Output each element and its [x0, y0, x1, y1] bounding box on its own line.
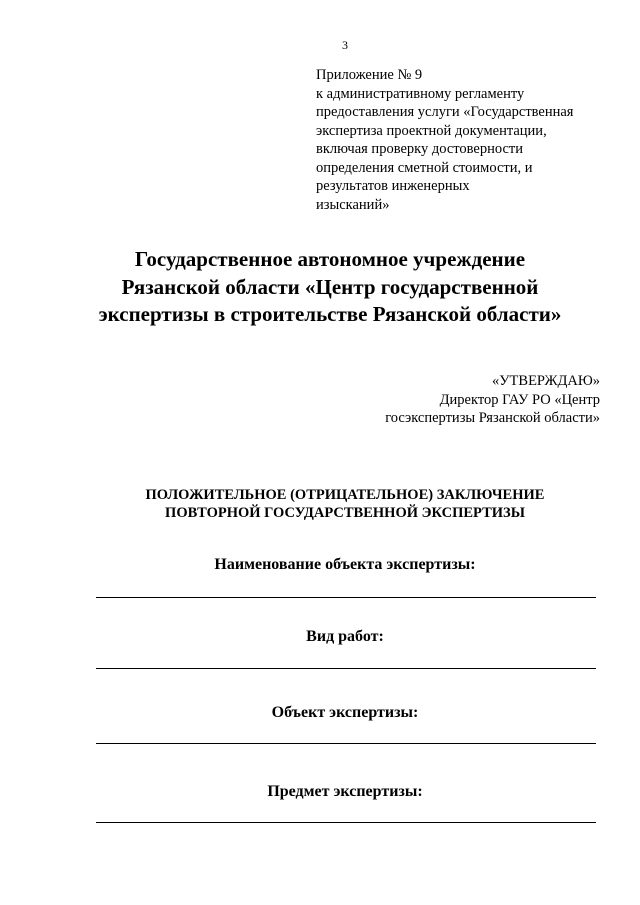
- expertise-object-line: [96, 743, 596, 744]
- approval-line: «УТВЕРЖДАЮ»: [492, 373, 600, 389]
- expertise-subject-line: [96, 822, 596, 823]
- appendix-header: [316, 66, 616, 214]
- appendix-line: результатов инженерных: [316, 178, 470, 194]
- object-name-label: Наименование объекта экспертизы:: [214, 556, 476, 573]
- organization-title-line: экспертизы в строительстве Рязанской области»: [98, 302, 562, 326]
- appendix-line: Приложение № 9: [316, 67, 423, 83]
- appendix-line: определения сметной стоимости, и: [316, 159, 533, 176]
- appendix-line: изысканий»: [316, 196, 390, 213]
- work-type-label: Вид работ:: [306, 628, 384, 645]
- approval-block: [385, 372, 600, 428]
- appendix-line: включая проверку достоверности: [316, 141, 524, 157]
- organization-title: [60, 246, 600, 329]
- appendix-line: экспертиза проектной документации,: [316, 122, 547, 139]
- object-name-line: [96, 597, 596, 598]
- work-type-line: [96, 668, 596, 669]
- expertise-subject-label: Предмет экспертизы:: [267, 783, 423, 800]
- organization-title-line: Рязанской области «Центр государственной: [121, 274, 539, 299]
- approval-line: Директор ГАУ РО «Центр: [439, 391, 600, 408]
- appendix-line: предоставления услуги «Государственная: [316, 104, 574, 120]
- document-title-line: ПОВТОРНОЙ ГОСУДАРСТВЕННОЙ ЭКСПЕРТИЗЫ: [165, 505, 525, 521]
- organization-title-line: Государственное автономное учреждение: [134, 247, 526, 271]
- expertise-object-label: Объект экспертизы:: [271, 704, 419, 721]
- document-title: [0, 486, 640, 522]
- page-number: 3: [342, 38, 348, 52]
- approval-line: госэкспертизы Рязанской области»: [385, 410, 600, 426]
- appendix-line: к административному регламенту: [316, 85, 525, 102]
- document-title-line: ПОЛОЖИТЕЛЬНОЕ (ОТРИЦАТЕЛЬНОЕ) ЗАКЛЮЧЕНИЕ: [145, 487, 545, 503]
